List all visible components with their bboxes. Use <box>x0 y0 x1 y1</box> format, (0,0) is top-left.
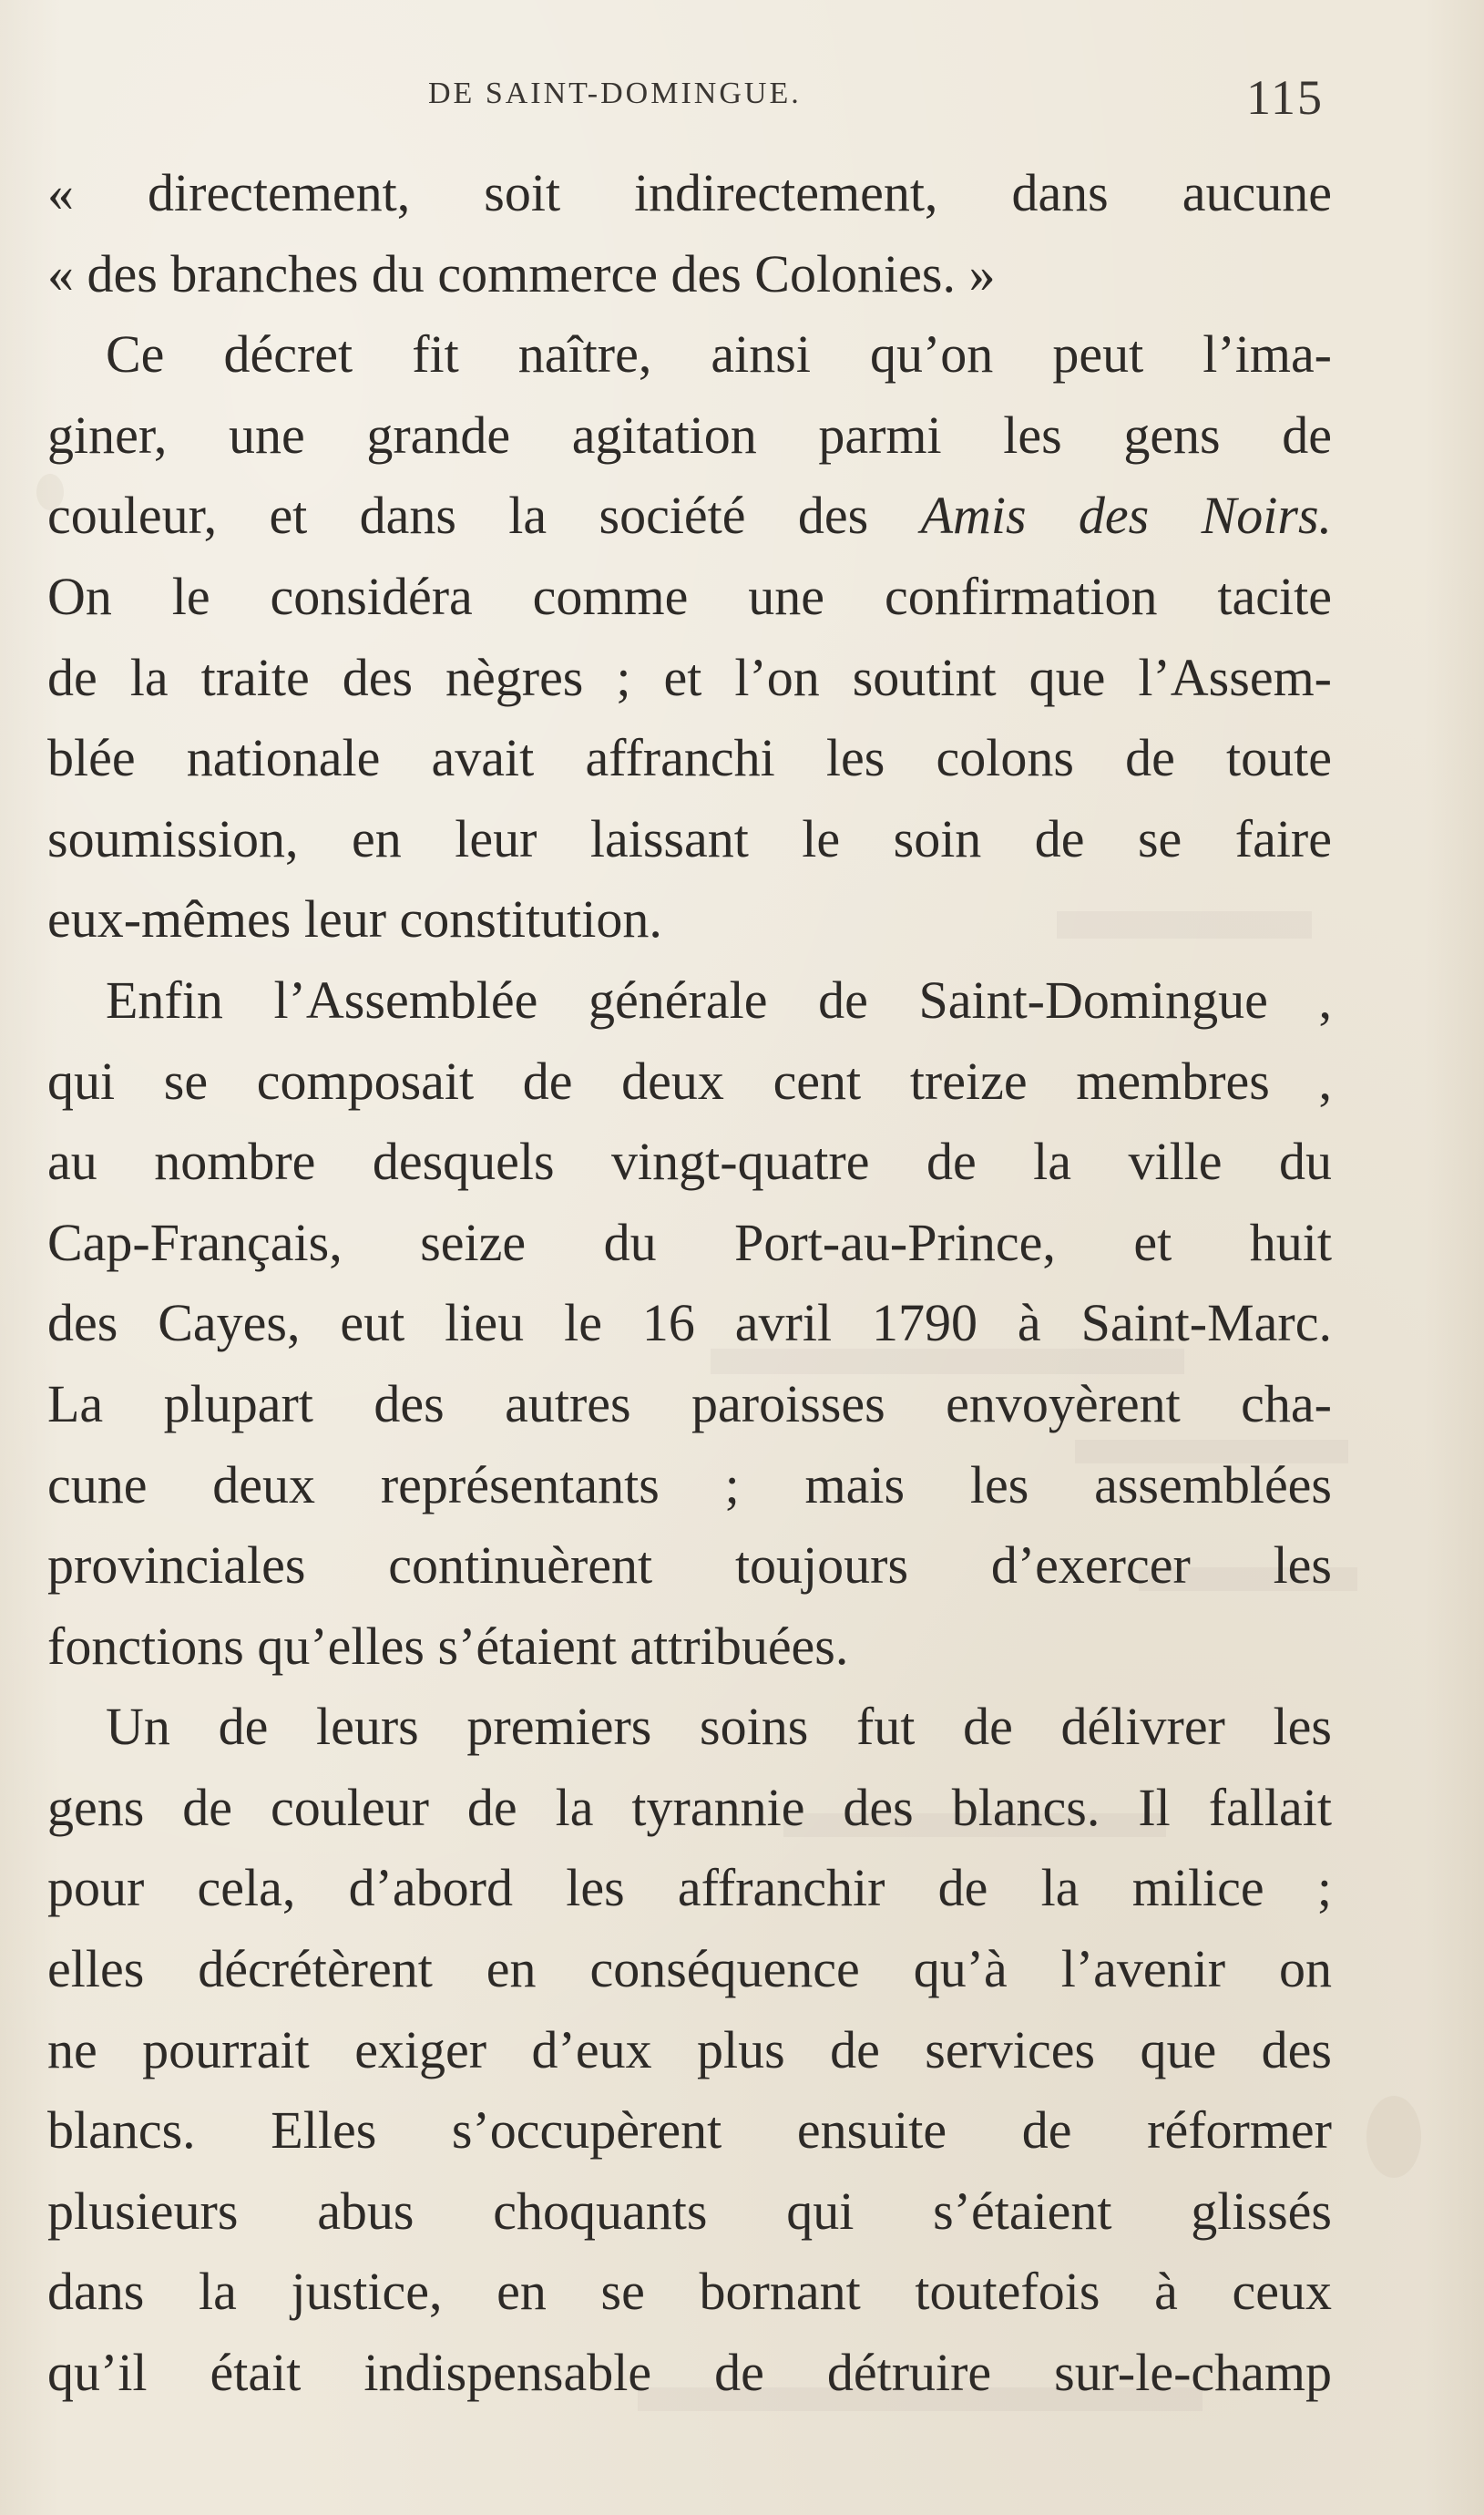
italic-title: Amis des Noirs. <box>920 486 1333 546</box>
text-line: giner, une grande agitation parmi les gens de <box>47 405 1332 465</box>
text-line: cune deux représentants ; mais les assemblées <box>47 1454 1332 1514</box>
text-line: Cap-Français, seize du Port-au-Prince, et huit <box>47 1212 1332 1272</box>
text-fragment: couleur, et dans la société des <box>47 486 869 546</box>
text-line: dans la justice, en se bornant toutefois à ceux <box>47 2262 1332 2322</box>
text-line: ne pourrait exiger d’eux plus de services que des <box>47 2019 1332 2079</box>
text-line: elles décrétèrent en conséquence qu’à l’avenir on <box>47 1939 1332 1999</box>
running-head <box>0 69 1484 133</box>
text-line: « directement, soit indirectement, dans aucune <box>47 163 1332 222</box>
text-line: « des branches du commerce des Colonies. » <box>47 243 996 303</box>
text-line: au nombre desquels vingt-quatre de la ville du <box>47 1132 1332 1192</box>
text-line: On le considéra comme une confirmation tacite <box>47 566 1332 626</box>
text-line: eux-mêmes leur constitution. <box>47 889 662 950</box>
text-line: Un de leurs premiers soins fut de délivrer les <box>106 1697 1332 1757</box>
running-title: DE SAINT-DOMINGUE. <box>428 77 802 110</box>
text-line: Enfin l’Assemblée générale de Saint-Domingue , <box>106 970 1332 1030</box>
text-line: blée nationale avait affranchi les colons de toute <box>47 728 1332 788</box>
text-line: pour cela, d’abord les affranchir de la milice ; <box>47 1858 1332 1918</box>
text-line: qui se composait de deux cent treize membres , <box>47 1051 1332 1111</box>
text-line: fonctions qu’elles s’étaient attribuées. <box>47 1616 849 1676</box>
text-line: qu’il était indispensable de détruire sur-le-champ <box>47 2343 1332 2403</box>
body-text <box>47 153 1332 2414</box>
text-line: gens de couleur de la tyrannie des blancs. Il fallait <box>47 1777 1332 1837</box>
text-line: La plupart des autres paroisses envoyèrent cha- <box>47 1373 1332 1433</box>
text-line <box>47 476 1332 557</box>
text-line: blancs. Elles s’occupèrent ensuite de réformer <box>47 2100 1332 2161</box>
text-line: Ce décret fit naître, ainsi qu’on peut l’ima- <box>106 324 1332 385</box>
text-line: provinciales continuèrent toujours d’exercer les <box>47 1535 1332 1596</box>
page-number: 115 <box>1246 70 1324 125</box>
text-line: plusieurs abus choquants qui s’étaient glissés <box>47 2181 1332 2241</box>
text-line: de la traite des nègres ; et l’on soutint que l’Assem- <box>47 647 1332 707</box>
paper-stain <box>1366 2096 1421 2178</box>
text-line: des Cayes, eut lieu le 16 avril 1790 à Saint-Marc. <box>47 1293 1332 1353</box>
text-line: soumission, en leur laissant le soin de se faire <box>47 808 1332 868</box>
